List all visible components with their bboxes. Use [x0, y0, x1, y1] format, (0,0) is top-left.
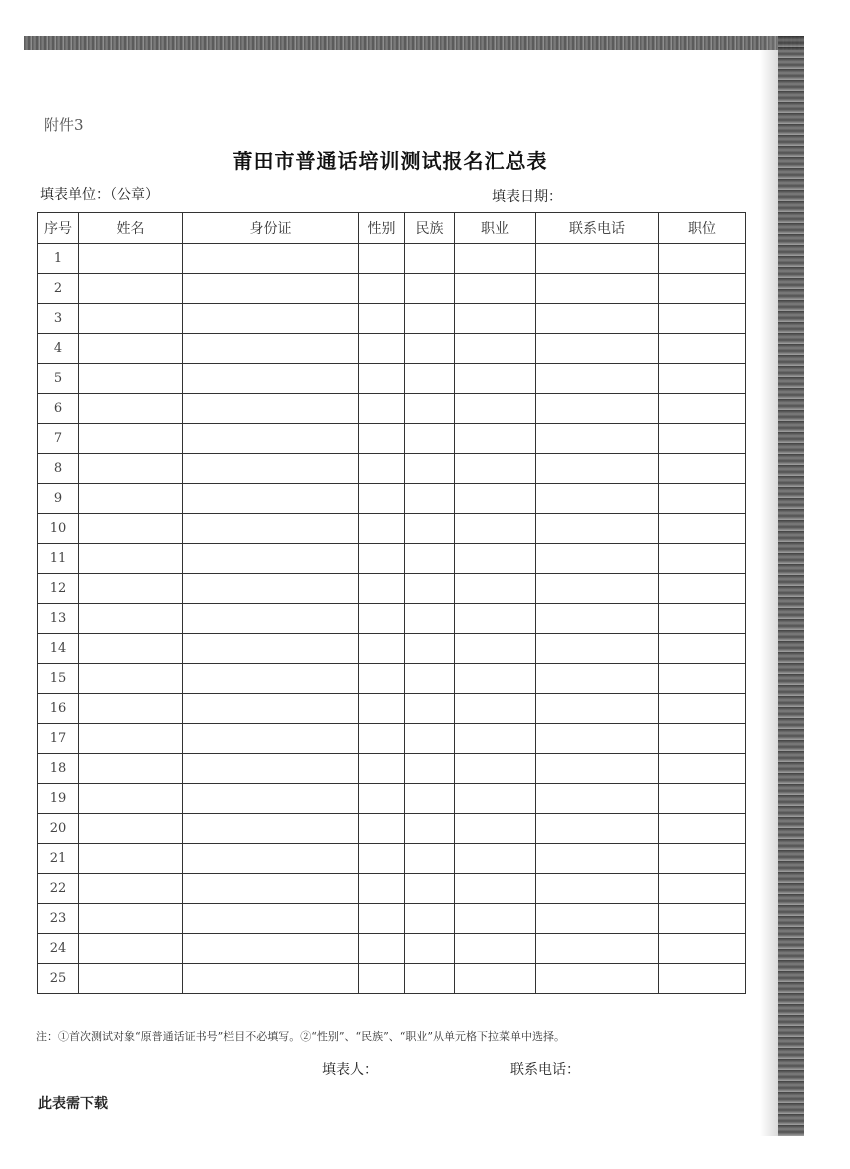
row-number: 25 [38, 964, 79, 994]
blank-cell[interactable] [359, 574, 405, 604]
blank-cell[interactable] [183, 934, 359, 964]
blank-cell[interactable] [405, 814, 455, 844]
blank-cell[interactable] [659, 934, 746, 964]
blank-cell[interactable] [455, 274, 536, 304]
blank-cell[interactable] [536, 364, 659, 394]
blank-cell[interactable] [536, 634, 659, 664]
blank-cell[interactable] [536, 724, 659, 754]
blank-cell[interactable] [659, 544, 746, 574]
blank-cell[interactable] [455, 604, 536, 634]
blank-cell[interactable] [183, 634, 359, 664]
blank-cell[interactable] [405, 454, 455, 484]
blank-cell[interactable] [536, 484, 659, 514]
blank-cell[interactable] [659, 274, 746, 304]
row-number: 18 [38, 754, 79, 784]
blank-cell[interactable] [183, 394, 359, 424]
blank-cell[interactable] [359, 904, 405, 934]
blank-cell[interactable] [79, 274, 183, 304]
blank-cell[interactable] [359, 844, 405, 874]
blank-cell[interactable] [183, 904, 359, 934]
table-row [38, 724, 746, 754]
blank-cell[interactable] [455, 544, 536, 574]
blank-cell[interactable] [659, 394, 746, 424]
blank-cell[interactable] [659, 454, 746, 484]
table-row [38, 934, 746, 964]
blank-cell[interactable] [405, 304, 455, 334]
blank-cell[interactable] [79, 634, 183, 664]
blank-cell[interactable] [536, 784, 659, 814]
blank-cell[interactable] [455, 634, 536, 664]
blank-cell[interactable] [405, 874, 455, 904]
blank-cell[interactable] [183, 364, 359, 394]
blank-cell[interactable] [183, 274, 359, 304]
blank-cell[interactable] [183, 424, 359, 454]
fill-date-label: 填表日期： [492, 189, 562, 205]
row-number: 21 [38, 844, 79, 874]
registration-table [37, 212, 746, 994]
blank-cell[interactable] [405, 604, 455, 634]
header-ethnicity: 民族 [405, 213, 455, 244]
row-number: 17 [38, 724, 79, 754]
blank-cell[interactable] [79, 424, 183, 454]
blank-cell[interactable] [79, 484, 183, 514]
blank-cell[interactable] [659, 664, 746, 694]
row-number: 8 [38, 454, 79, 484]
blank-cell[interactable] [183, 754, 359, 784]
blank-cell[interactable] [405, 754, 455, 784]
blank-cell[interactable] [79, 934, 183, 964]
row-number: 4 [38, 334, 79, 364]
blank-cell[interactable] [183, 604, 359, 634]
row-number: 13 [38, 604, 79, 634]
blank-cell[interactable] [455, 364, 536, 394]
blank-cell[interactable] [405, 574, 455, 604]
blank-cell[interactable] [79, 814, 183, 844]
table-row [38, 574, 746, 604]
blank-cell[interactable] [359, 424, 405, 454]
blank-cell[interactable] [536, 934, 659, 964]
attachment-label: 附件3 [44, 116, 84, 134]
blank-cell[interactable] [455, 484, 536, 514]
row-number: 23 [38, 904, 79, 934]
blank-cell[interactable] [536, 874, 659, 904]
blank-cell[interactable] [405, 934, 455, 964]
blank-cell[interactable] [536, 394, 659, 424]
blank-cell[interactable] [455, 814, 536, 844]
header-id-card: 身份证 [183, 213, 359, 244]
blank-cell[interactable] [659, 244, 746, 274]
blank-cell[interactable] [359, 814, 405, 844]
blank-cell[interactable] [455, 664, 536, 694]
blank-cell[interactable] [405, 904, 455, 934]
header-seq: 序号 [38, 213, 79, 244]
blank-cell[interactable] [455, 334, 536, 364]
table-row [38, 454, 746, 484]
blank-cell[interactable] [405, 544, 455, 574]
row-number: 15 [38, 664, 79, 694]
blank-cell[interactable] [455, 874, 536, 904]
blank-cell[interactable] [659, 304, 746, 334]
table-row [38, 784, 746, 814]
blank-cell[interactable] [405, 274, 455, 304]
row-number: 1 [38, 244, 79, 274]
blank-cell[interactable] [659, 844, 746, 874]
blank-cell[interactable] [536, 454, 659, 484]
filler-label: 填表人： [322, 1062, 378, 1078]
blank-cell[interactable] [79, 544, 183, 574]
blank-cell[interactable] [455, 244, 536, 274]
blank-cell[interactable] [359, 604, 405, 634]
table-body [38, 244, 746, 994]
fill-unit-label: 填表单位：（公章） [40, 187, 159, 203]
row-number: 9 [38, 484, 79, 514]
blank-cell[interactable] [455, 844, 536, 874]
blank-cell[interactable] [405, 784, 455, 814]
blank-cell[interactable] [359, 784, 405, 814]
table-row [38, 664, 746, 694]
blank-cell[interactable] [455, 694, 536, 724]
blank-cell[interactable] [405, 364, 455, 394]
blank-cell[interactable] [79, 754, 183, 784]
blank-cell[interactable] [359, 514, 405, 544]
blank-cell[interactable] [79, 874, 183, 904]
blank-cell[interactable] [183, 694, 359, 724]
blank-cell[interactable] [659, 484, 746, 514]
blank-cell[interactable] [79, 244, 183, 274]
blank-cell[interactable] [405, 514, 455, 544]
blank-cell[interactable] [536, 304, 659, 334]
blank-cell[interactable] [359, 364, 405, 394]
blank-cell[interactable] [183, 814, 359, 844]
header-phone: 联系电话 [536, 213, 659, 244]
blank-cell[interactable] [183, 874, 359, 904]
header-gender: 性别 [359, 213, 405, 244]
blank-cell[interactable] [405, 394, 455, 424]
blank-cell[interactable] [659, 694, 746, 724]
table-row [38, 484, 746, 514]
blank-cell[interactable] [359, 454, 405, 484]
blank-cell[interactable] [359, 874, 405, 904]
blank-cell[interactable] [536, 244, 659, 274]
blank-cell[interactable] [536, 514, 659, 544]
blank-cell[interactable] [183, 304, 359, 334]
blank-cell[interactable] [405, 334, 455, 364]
blank-cell[interactable] [536, 754, 659, 784]
blank-cell[interactable] [359, 304, 405, 334]
table-row [38, 334, 746, 364]
blank-cell[interactable] [359, 934, 405, 964]
blank-cell[interactable] [536, 904, 659, 934]
row-number: 16 [38, 694, 79, 724]
blank-cell[interactable] [183, 844, 359, 874]
blank-cell[interactable] [405, 424, 455, 454]
table-row [38, 874, 746, 904]
blank-cell[interactable] [359, 694, 405, 724]
row-number: 12 [38, 574, 79, 604]
blank-cell[interactable] [359, 244, 405, 274]
blank-cell[interactable] [455, 424, 536, 454]
blank-cell[interactable] [659, 514, 746, 544]
blank-cell[interactable] [455, 934, 536, 964]
blank-cell[interactable] [405, 244, 455, 274]
blank-cell[interactable] [405, 484, 455, 514]
blank-cell[interactable] [536, 694, 659, 724]
table-row [38, 544, 746, 574]
blank-cell[interactable] [359, 634, 405, 664]
row-number: 6 [38, 394, 79, 424]
blank-cell[interactable] [455, 904, 536, 934]
blank-cell[interactable] [359, 964, 405, 994]
table-header-row [38, 213, 746, 244]
blank-cell[interactable] [536, 544, 659, 574]
blank-cell[interactable] [79, 784, 183, 814]
blank-cell[interactable] [405, 634, 455, 664]
table-row [38, 244, 746, 274]
blank-cell[interactable] [359, 484, 405, 514]
table-row [38, 364, 746, 394]
blank-cell[interactable] [455, 514, 536, 544]
blank-cell[interactable] [359, 334, 405, 364]
blank-cell[interactable] [659, 874, 746, 904]
blank-cell[interactable] [359, 754, 405, 784]
scan-shadow-right [760, 36, 778, 1136]
blank-cell[interactable] [183, 574, 359, 604]
blank-cell[interactable] [405, 964, 455, 994]
table-row [38, 274, 746, 304]
blank-cell[interactable] [79, 904, 183, 934]
blank-cell[interactable] [79, 514, 183, 544]
blank-cell[interactable] [79, 604, 183, 634]
blank-cell[interactable] [183, 454, 359, 484]
table-row [38, 604, 746, 634]
blank-cell[interactable] [79, 394, 183, 424]
blank-cell[interactable] [183, 244, 359, 274]
blank-cell[interactable] [455, 724, 536, 754]
blank-cell[interactable] [536, 574, 659, 604]
blank-cell[interactable] [455, 574, 536, 604]
blank-cell[interactable] [455, 454, 536, 484]
scan-edge-top [24, 36, 804, 50]
table-row [38, 304, 746, 334]
blank-cell[interactable] [79, 694, 183, 724]
blank-cell[interactable] [536, 664, 659, 694]
blank-cell[interactable] [79, 304, 183, 334]
blank-cell[interactable] [659, 904, 746, 934]
blank-cell[interactable] [405, 844, 455, 874]
blank-cell[interactable] [359, 394, 405, 424]
table-row [38, 634, 746, 664]
blank-cell[interactable] [659, 724, 746, 754]
blank-cell[interactable] [536, 844, 659, 874]
row-number: 3 [38, 304, 79, 334]
blank-cell[interactable] [455, 964, 536, 994]
blank-cell[interactable] [183, 784, 359, 814]
blank-cell[interactable] [79, 664, 183, 694]
blank-cell[interactable] [79, 844, 183, 874]
blank-cell[interactable] [659, 964, 746, 994]
blank-cell[interactable] [455, 394, 536, 424]
blank-cell[interactable] [659, 754, 746, 784]
blank-cell[interactable] [659, 424, 746, 454]
blank-cell[interactable] [359, 724, 405, 754]
blank-cell[interactable] [359, 664, 405, 694]
table-row [38, 814, 746, 844]
table-row [38, 844, 746, 874]
blank-cell[interactable] [659, 634, 746, 664]
blank-cell[interactable] [659, 814, 746, 844]
row-number: 7 [38, 424, 79, 454]
blank-cell[interactable] [359, 544, 405, 574]
header-name: 姓名 [79, 213, 183, 244]
blank-cell[interactable] [183, 964, 359, 994]
blank-cell[interactable] [536, 814, 659, 844]
row-number: 14 [38, 634, 79, 664]
blank-cell[interactable] [405, 664, 455, 694]
blank-cell[interactable] [183, 484, 359, 514]
blank-cell[interactable] [79, 964, 183, 994]
blank-cell[interactable] [359, 274, 405, 304]
blank-cell[interactable] [659, 364, 746, 394]
blank-cell[interactable] [79, 364, 183, 394]
blank-cell[interactable] [183, 514, 359, 544]
table-row [38, 754, 746, 784]
blank-cell[interactable] [536, 424, 659, 454]
blank-cell[interactable] [183, 544, 359, 574]
contact-phone-label: 联系电话： [510, 1062, 580, 1078]
blank-cell[interactable] [536, 964, 659, 994]
blank-cell[interactable] [183, 334, 359, 364]
blank-cell[interactable] [455, 754, 536, 784]
blank-cell[interactable] [79, 334, 183, 364]
row-number: 10 [38, 514, 79, 544]
blank-cell[interactable] [405, 694, 455, 724]
table-row [38, 964, 746, 994]
blank-cell[interactable] [79, 574, 183, 604]
blank-cell[interactable] [455, 784, 536, 814]
blank-cell[interactable] [79, 454, 183, 484]
row-number: 19 [38, 784, 79, 814]
document-title: 莆田市普通话培训测试报名汇总表 [232, 149, 548, 173]
table-row [38, 904, 746, 934]
blank-cell[interactable] [183, 664, 359, 694]
blank-cell[interactable] [659, 784, 746, 814]
blank-cell[interactable] [183, 724, 359, 754]
row-number: 24 [38, 934, 79, 964]
blank-cell[interactable] [536, 604, 659, 634]
blank-cell[interactable] [79, 724, 183, 754]
blank-cell[interactable] [659, 604, 746, 634]
blank-cell[interactable] [536, 274, 659, 304]
table-row [38, 694, 746, 724]
blank-cell[interactable] [455, 304, 536, 334]
header-position: 职位 [659, 213, 746, 244]
row-number: 20 [38, 814, 79, 844]
blank-cell[interactable] [536, 334, 659, 364]
download-note: 此表需下载 [38, 1096, 108, 1112]
blank-cell[interactable] [405, 724, 455, 754]
row-number: 22 [38, 874, 79, 904]
blank-cell[interactable] [659, 334, 746, 364]
footnote: 注：①首次测试对象“原普通话证书号”栏目不必填写。②“性别”、“民族”、“职业”从单元格下拉菜单中选择。 [36, 1030, 565, 1043]
row-number: 2 [38, 274, 79, 304]
table-row [38, 514, 746, 544]
blank-cell[interactable] [659, 574, 746, 604]
table-row [38, 394, 746, 424]
header-occupation: 职业 [455, 213, 536, 244]
table-row [38, 424, 746, 454]
scan-edge-right [778, 36, 804, 1136]
row-number: 5 [38, 364, 79, 394]
row-number: 11 [38, 544, 79, 574]
